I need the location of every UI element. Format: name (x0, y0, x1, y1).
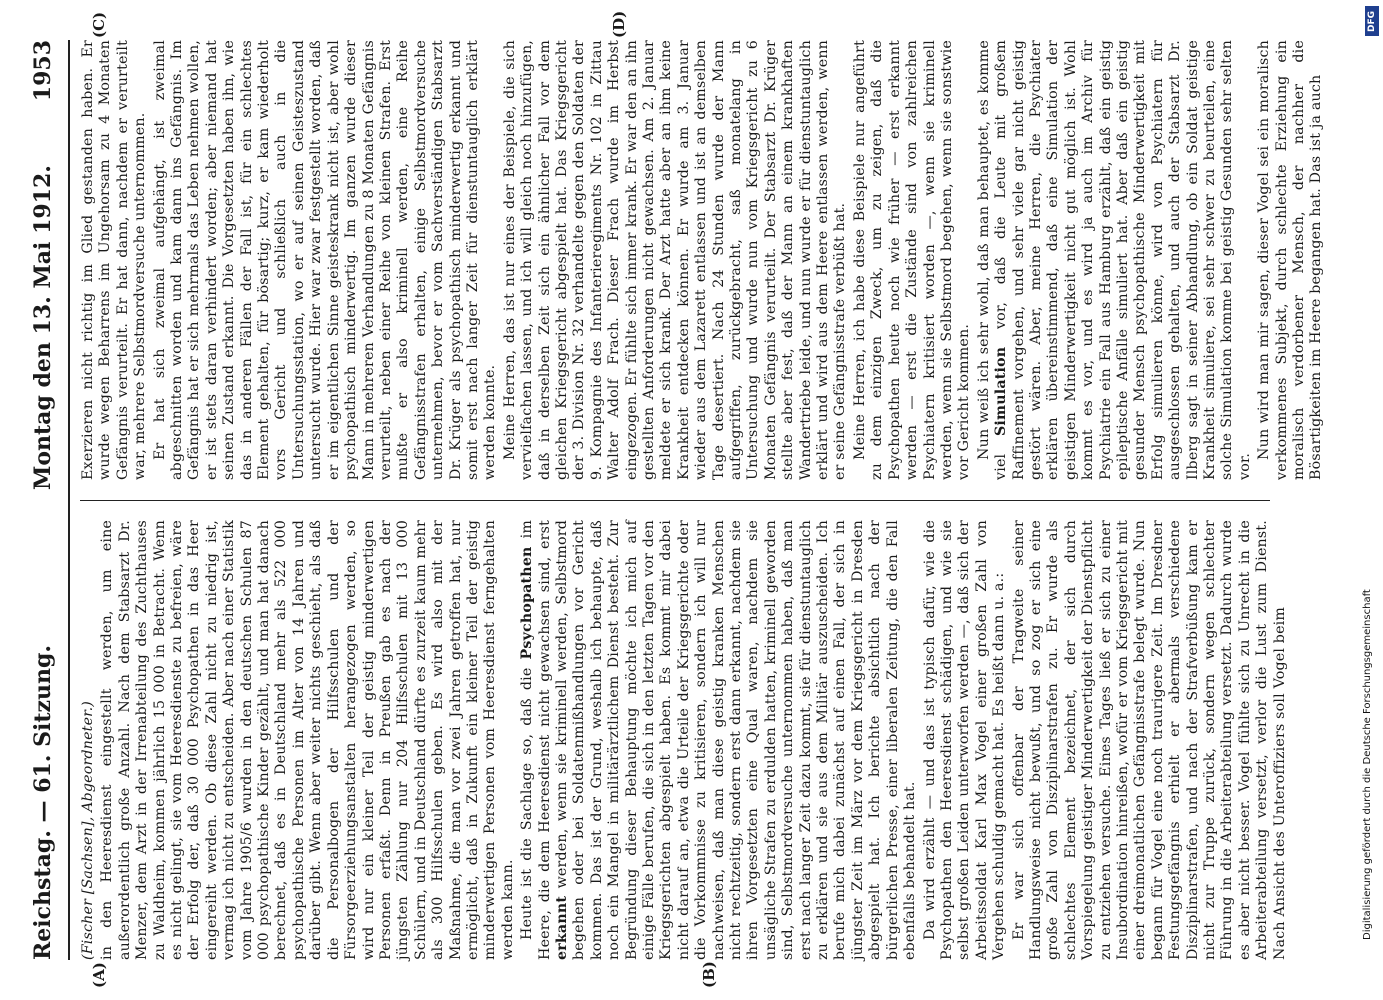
left-paragraph-quote: Er war sich offenbar der Tragweite seiner Handlungsweise nicht bewußt, und so zog er sich eine große Zahl von Disziplinarstrafen zu. Er wurde als schlechtes Element bezeichnet, der sich durch Vorspiegelung geistiger Minderwertigkeit der Dienstpflicht zu entziehen versuche. Eines Tages ließ er sich zu einer Insubordination hinreißen, wofür er vom Kriegsgericht mit einer dreimonatlichen Gefängnisstrafe belegt wurde. Nun begann für Vogel eine noch traurigere Zeit. Im Dresdner Festungsgefängnis erhielt er abermals verschiedene Disziplinarstrafen, und nach der Strafverbüßung kam er nicht zur Truppe zurück, sondern wegen schlechter Führung in die Arbeiterabteilung versetzt. Dadurch wurde es aber nicht besser. Vogel fühlte sich zu Unrecht in die Arbeiterabteilung versetzt, verlor die Lust zum Dienst. Nach Ansicht des Unteroffiziers soll Vogel beim (1010, 520, 1288, 960)
header-session: Reichstag. — 61. Sitzung. (30, 644, 56, 960)
left-paragraph-1: in den Heeresdienst eingestellt werden, um eine außerordentlich große Anzahl. Nach dem Stabsarzt Dr. Menzer, dem Arzt in der Irrenabteilung des Zuchthauses zu Waldheim, kommen jährlich 15 000 in Betracht. Wenn es nicht gelingt, sie vom Heeresdienste zu befreien, wäre der Erfolg der, daß 30 000 Psychopathen in das Heer eingereiht werden. Ob diese Zahl nicht zu niedrig ist, vermag ich nicht zu entscheiden. Aber nach einer Statistik vom Jahre 1905/6 wurden in den deutschen Schulen 87 000 psychopathische Kinder gezählt, und man hat danach berechnet, daß es in Deutschland mehr als 522 000 psychopathische Personen im Alter von 14 Jahren und darüber gibt. Wenn aber weiter nichts geschieht, als daß die Personalbogen der Hilfsschulen und der Fürsorgeerziehungsanstalten herangezogen werden, so wird nur ein kleiner Teil der geistig minderwertigen Personen erfaßt. Denn in Preußen gab es nach der jüngsten Zählung nur 204 Hilfsschulen mit 13 000 Schülern, und in Deutschland dürfte es zurzeit kaum mehr als 300 Hilfsschulen geben. Es wird also mit der Maßnahme, die man vor zwei Jahren getroffen hat, nur ermöglicht, daß in Zukunft ein kleiner Teil der geistig minderwertigen Personen vom Heeresdienst ferngehalten werden kann. (99, 520, 516, 960)
header-page-number: 1953 (30, 40, 56, 102)
speaker-note: (Fischer [Sachsen], Abgeordneter.) (80, 700, 96, 960)
emphasis-erkannt: erkannt (553, 895, 570, 960)
header-date: Montag den 13. Mai 1912. (30, 165, 56, 490)
margin-marker-d: (D) (610, 10, 628, 38)
right-paragraph-6: Nun wird man mir sagen, dieser Vogel sei ein moralisch verkommenes Subjekt, durch schlechte Erziehung ein moralisch verdorbener Mensch, der nachher die Bösartigkeiten im Heere begangen hat. Das ist ja auch (1256, 40, 1325, 480)
header-rule (68, 40, 70, 960)
emphasis-psychopathen: Psychopathen (519, 546, 536, 660)
margin-marker-a: (A) (90, 962, 108, 988)
right-paragraph-2: Er hat sich zweimal aufgehängt, ist zweimal abgeschnitten worden und kam dann ins Gefängnis. Im Gefängnis hat er sich mehrmals das Leben nehmen wollen, er ist stets daran verhindert worden; aber niemand hat seinen Zustand erkannt. Die Vorgesetzten haben ihn, wie das in anderen Fällen der Fall ist, für ein schlechtes Element gehalten, für bösartig; kurz, er kam wiederholt vors Gericht und schließlich auch in die Untersuchungsstation, wo er auf seinen Geisteszustand untersucht wurde. Hier war zwar festgestellt worden, daß er im eigentlichen Sinne geisteskrank nicht ist, aber wohl psychopathisch minderwertig. Im ganzen wurde dieser Mann in mehreren Verhandlungen zu 8 Monaten Gefängnis verurteilt, neben einer Reihe von kleinen Strafen. Erst mußte er also kriminell werden, eine Reihe Gefängnisstrafen erhalten, einige Selbstmordversuche unternehmen, bevor er vom Sachverständigen Stabsarzt Dr. Krüger als psychopathisch minderwertig erkannt und somit erst nach langer Zeit für dienstuntauglich erklärt werden konnte. (151, 40, 499, 480)
dfg-logo: DFG (1365, 6, 1379, 36)
left-paragraph-3: Da wird erzählt — und das ist typisch dafür, wie die Psychopathen den Heeresdienst schädigen, und wie sie selbst großen Leiden unterworfen werden —, daß sich der Arbeitssoldat Karl Max Vogel einer großen Zahl von Vergehen schuldig gemacht hat. Es heißt dann u. a.: (921, 520, 1008, 960)
column-divider (80, 500, 1270, 501)
page-header (30, 40, 64, 960)
right-paragraph-5: Nun weiß ich sehr wohl, daß man behauptet, es komme viel Simulation vor, daß die Leute mit großem Raffinement vorgehen, und sehr viele gar nicht geistig gestört wären. Aber, meine Herren, die Psychiater erklären übereinstimmend, daß eine Simulation der geistigen Minderwertigkeit nicht gut möglich ist. Wohl kommt es vor, und es wird ja auch im Archiv für Psychiatrie ein Fall aus Hamburg erzählt, daß ein geistig epileptische Anfälle simuliert hat. Aber daß ein geistig gesunder Mensch psychopathische Minderwertigkeit mit Erfolg simulieren könne, wird von Psychiatern für ausgeschlossen gehalten, und auch der Stabsarzt Dr. Ilberg sagt in seiner Abhandlung, ob ein Soldat geistige Krankheit simuliere, sei sehr schwer zu beurteilen, eine solche Simulation komme bei geistig Gesunden sehr selten vor. (975, 40, 1253, 480)
left-paragraph-2: Heute ist die Sachlage so, daß die Psychopathen im Heere, die dem Heeresdienst nicht gewachsen sind, erst erkannt werden, wenn sie kriminell werden, Selbstmord begehen oder bei Soldatenmißhandlungen vor Gericht kommen. Das ist der Grund, weshalb ich behaupte, daß noch ein Mangel in militärärztlichem Dienst besteht. Zur Begründung dieser Behauptung möchte ich mich auf einige Fälle berufen, die sich in den letzten Tagen vor den Kriegsgerichten abgespielt haben. Es kommt mir dabei nicht darauf an, etwa die Urteile der Kriegsgerichte oder die Vorkommnisse zu kritisieren, sondern ich will nur nachweisen, daß man diese geistig kranken Menschen nicht rechtzeitig, sondern erst dann erkannt, nachdem sie ihren Vorgesetzten eine Qual waren, nachdem sie unsägliche Strafen zu erdulden hatten, kriminell geworden sind, Selbstmordversuche unternommen haben, daß man erst nach langer Zeit dazu kommt, sie für dienstuntauglich zu erklären und sie aus dem Militär auszuscheiden. Ich berufe mich dabei zunächst auf einen Fall, der sich in jüngster Zeit im März vor dem Kriegsgericht in Dresden abgespielt hat. Ich berichte absichtlich nach der bürgerlichen Presse, einer liberalen Zeitung, die den Fall ebenfalls behandelt hat. (519, 520, 919, 960)
margin-marker-c: (C) (90, 11, 108, 38)
right-paragraph-1: Exerzieren nicht richtig im Glied gestanden haben. Er wurde wegen Beharrens im Ungehorsam zu 4 Monaten Gefängnis verurteilt. Er hat dann, nachdem er verurteilt war, mehrere Selbstmordversuche unternommen. (80, 40, 149, 480)
right-paragraph-4: Meine Herren, ich habe diese Beispiele nur angeführt zu dem einzigen Zweck, um zu zeigen, daß die Psychopathen heute noch wie früher — erst erkannt werden — erst die Zustände sind von zahlreichen Psychiatern kritisiert worden —, wenn sie kriminell werden, wenn sie Selbstmord begehen, wenn sie sonstwie vor Gericht kommen. (851, 40, 973, 480)
digitization-credit: Digitalisierung gefördert durch die Deutsche Forschungsgemeinschaft (1362, 589, 1373, 940)
left-column (80, 520, 1291, 960)
right-paragraph-3: Meine Herren, das ist nur eines der Beispiele, die sich vervielfachen lassen, und ich will gleich noch hinzufügen, daß in derselben Zeit sich ein ähnlicher Fall vor dem gleichen Kriegsgericht abgespielt hat. Das Kriegsgericht der 3. Division Nr. 32 verhandelte gegen den Soldaten der 9. Kompagnie des Infanterieregiments Nr. 102 in Zittau Walter Adolf Frach. Dieser Frach wurde im Herbst eingezogen. Er fühlte sich immer krank. Er war den an ihn gestellten Anforderungen nicht gewachsen. Am 2. Januar meldete er sich krank. Der Arzt hatte aber an ihm keine Krankheit entdecken können. Er wurde am 3. Januar wieder aus dem Lazarett entlassen und ist an demselben Tage desertiert. Nach 24 Stunden wurde der Mann aufgegriffen, zurückgebracht, saß monatelang in Untersuchung und wurde nun vom Kriegsgericht zu 6 Monaten Gefängnis verurteilt. Der Stabsarzt Dr. Krüger stellte aber fest, daß der Mann an einem krankhaften Wandertriebe leide, und nun wurde er für dienstuntauglich erklärt und wird aus dem Heere entlassen werden, wenn er seine Gefängnisstrafe verbüßt hat. (501, 40, 849, 480)
emphasis-simulation: Simulation (993, 346, 1010, 437)
margin-marker-b: (B) (700, 961, 718, 988)
right-column (80, 40, 1328, 480)
